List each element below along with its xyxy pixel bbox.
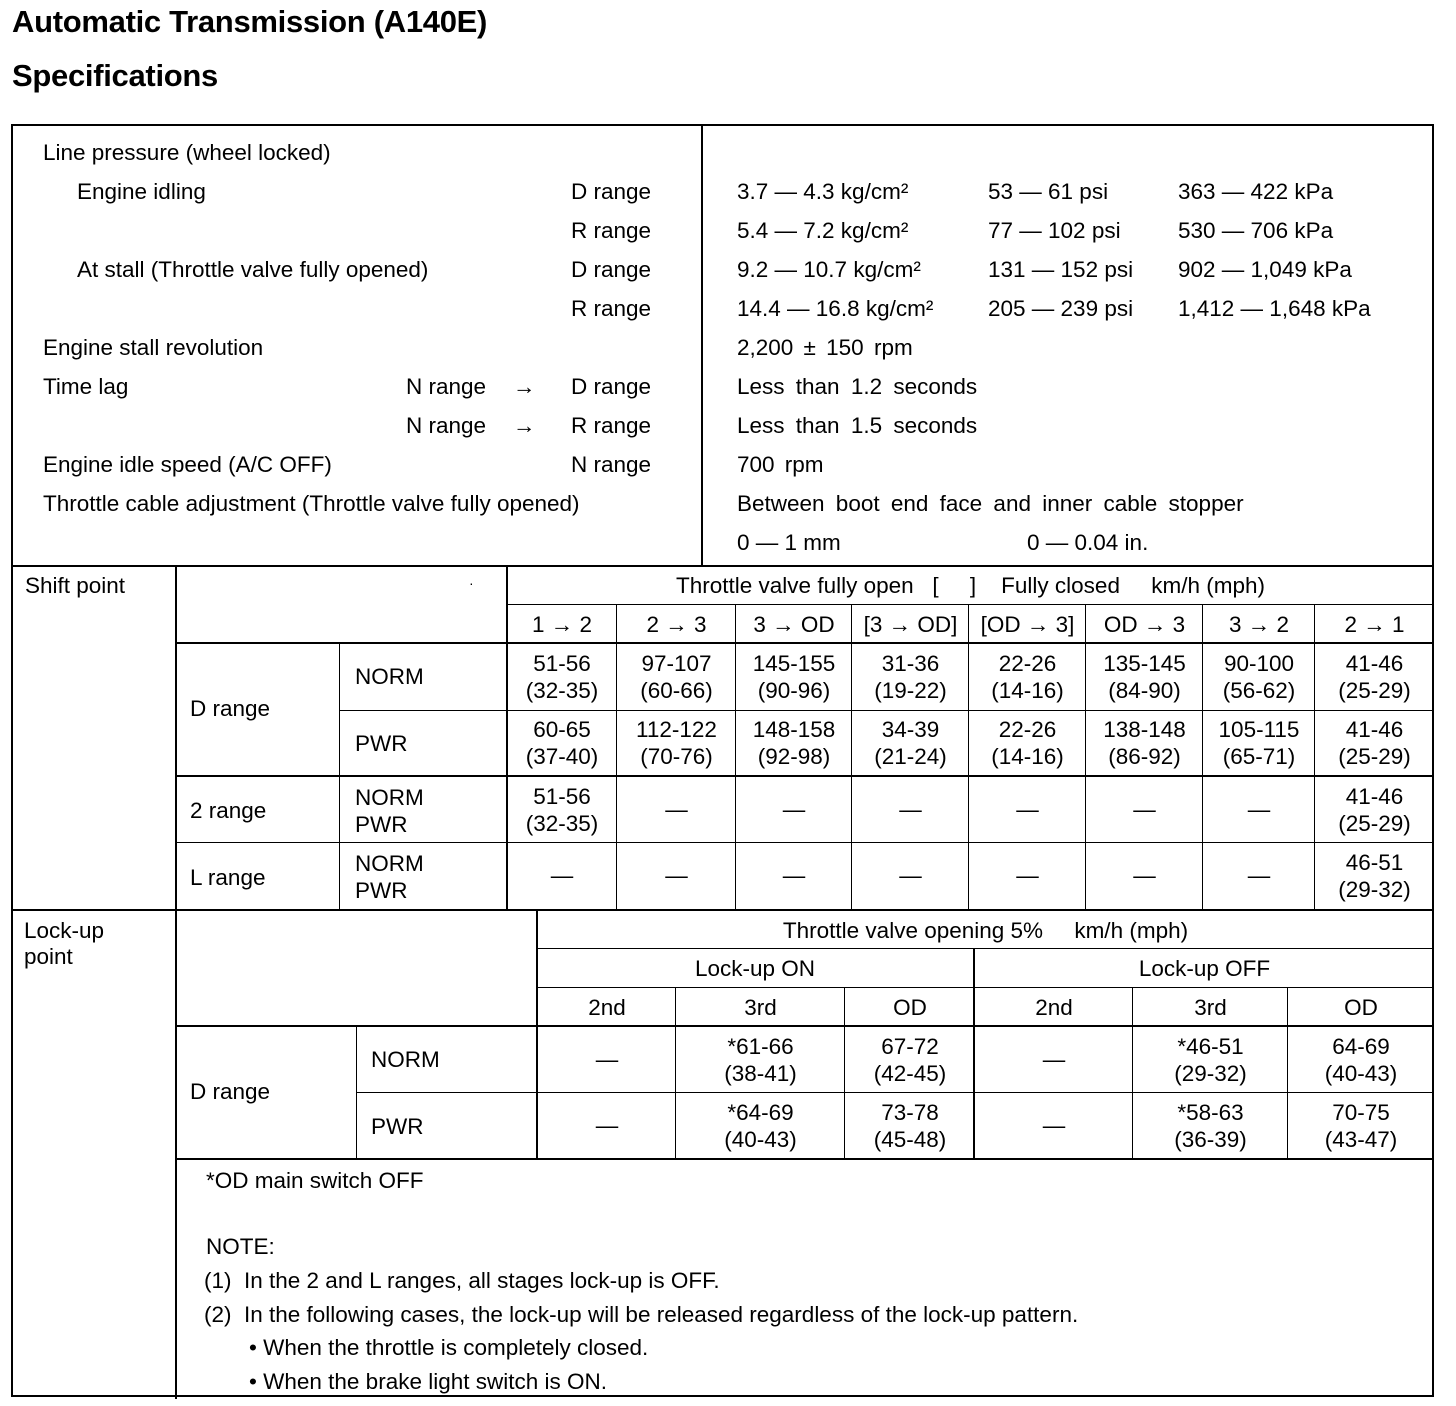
rule-specs-bottom [13, 565, 1434, 567]
shift-cell-two: 41-46 (25-29) [1338, 784, 1411, 836]
note-1: (1) In the 2 and L ranges, all stages lock-up is OFF. [204, 1268, 720, 1293]
lockup-d-range-label: D range [190, 1079, 271, 1104]
shift-cell-d-norm: 41-46 (25-29) [1338, 651, 1411, 703]
shift-cell-d-pwr: 105-115 (65-71) [1218, 717, 1300, 769]
lockup-norm-label: NORM [371, 1047, 440, 1072]
idle-speed-n-range: N range [571, 452, 652, 477]
shift-cell-d-norm: 22-26 (14-16) [991, 651, 1064, 703]
shift-cell-l: — [1247, 863, 1271, 888]
shift-l-range-label: L range [190, 865, 266, 890]
lockup-cell-pwr: 70-75 (43-47) [1324, 1100, 1398, 1152]
idle-r-kg: 5.4 — 7.2 kg/cm² [737, 218, 909, 243]
lockup-off-header: Lock-up OFF [1138, 956, 1271, 981]
rule-lockup-header [537, 948, 1434, 949]
shift-cell-d-norm: 90-100 (56-62) [1222, 651, 1296, 703]
shift-cell-d-pwr: 34-39 (21-24) [874, 717, 947, 769]
time-lag-nd-value: Less than 1.2 seconds [737, 374, 978, 399]
lockup-header: Throttle valve opening 5% km/h (mph) [782, 918, 1189, 943]
shift-col-header: [OD → 3] [980, 612, 1075, 637]
idle-d-range-label: D range [571, 179, 652, 204]
lockup-col-header: OD [1344, 995, 1378, 1020]
shift-point-label: Shift point [25, 573, 126, 598]
stall-r-kg: 14.4 — 16.8 kg/cm² [737, 296, 934, 321]
page-title: Automatic Transmission (A140E) [12, 4, 488, 39]
time-lag-nr-value: Less than 1.5 seconds [737, 413, 978, 438]
stall-r-range-label: R range [571, 296, 652, 321]
idle-d-kpa: 363 — 422 kPa [1178, 179, 1334, 204]
shift-2-normpwr-label: NORM PWR [355, 785, 424, 837]
at-stall-label: At stall (Throttle valve fully opened) [77, 257, 429, 282]
shift-header: Throttle valve fully open [ ] Fully closed km/h (mph) [676, 573, 1265, 598]
lockup-on-header: Lock-up ON [694, 956, 816, 981]
shift-cell-two: — [782, 797, 806, 822]
footnote: *OD main switch OFF [206, 1168, 424, 1193]
rule-shift-range-col [339, 643, 340, 909]
time-lag-label: Time lag [43, 374, 129, 399]
rule-shift-2range [175, 842, 1434, 843]
lockup-col-header: 3rd [744, 995, 777, 1020]
shift-d-norm-label: NORM [355, 664, 424, 689]
note-bullet-1: • When the throttle is completely closed. [249, 1335, 649, 1360]
shift-cell-l: 46-51 (29-32) [1338, 850, 1411, 902]
lockup-cell-norm: 67-72 (42-45) [873, 1034, 947, 1086]
shift-header-dot: · [469, 575, 474, 591]
line-pressure-label: Line pressure (wheel locked) [43, 140, 331, 165]
shift-col-header: 3 → 2 [1228, 612, 1290, 637]
shift-cell-d-pwr: 41-46 (25-29) [1338, 717, 1411, 769]
shift-cell-d-pwr: 112-122 (70-76) [636, 717, 717, 769]
cable-mm-value: 0 — 1 mm [737, 530, 841, 555]
shift-cell-l: — [1016, 863, 1039, 888]
stall-rev-label: Engine stall revolution [43, 335, 264, 360]
lockup-col-header: 2nd [588, 995, 626, 1020]
stall-d-range-label: D range [571, 257, 652, 282]
shift-cell-l: — [665, 863, 688, 888]
lockup-cell-norm: — [595, 1047, 619, 1072]
stall-d-kg: 9.2 — 10.7 kg/cm² [737, 257, 921, 282]
shift-col-header: 3 → OD [753, 612, 835, 637]
shift-l-normpwr-label: NORM PWR [355, 851, 424, 903]
rule-lockup-norm [356, 1092, 1434, 1093]
stall-rev-value: 2,200 ± 150 rpm [737, 335, 913, 360]
lockup-point-label: Lock-up point [24, 918, 105, 969]
page-subtitle: Specifications [12, 58, 218, 93]
shift-cell-two: — [665, 797, 688, 822]
lockup-cell-pwr: 73-78 (45-48) [873, 1100, 947, 1152]
shift-cell-l: — [782, 863, 806, 888]
shift-cell-d-norm: 135-145 (84-90) [1103, 651, 1186, 703]
rule-shift-bottom [13, 909, 1434, 911]
lockup-cell-norm: 64-69 (40-43) [1324, 1034, 1398, 1086]
time-lag-d-range: D range [571, 374, 652, 399]
shift-d-pwr-label: PWR [355, 731, 408, 756]
idle-r-kpa: 530 — 706 kPa [1178, 218, 1334, 243]
shift-cell-d-pwr: 22-26 (14-16) [991, 717, 1064, 769]
shift-cell-two: — [899, 797, 922, 822]
shift-col-header: 2 → 3 [646, 612, 707, 637]
shift-cell-d-norm: 97-107 (60-66) [640, 651, 713, 703]
rule-lockup-bottom [175, 1158, 1434, 1160]
shift-cell-d-pwr: 138-148 (86-92) [1103, 717, 1186, 769]
shift-col-header: 1 → 2 [531, 612, 593, 637]
lockup-cell-norm: *46-51 (29-32) [1174, 1034, 1247, 1086]
shift-cell-l: — [899, 863, 922, 888]
lockup-col-header: 3rd [1194, 995, 1227, 1020]
shift-cell-d-norm: 145-155 (90-96) [752, 651, 836, 703]
shift-col-header: [3 → OD] [863, 612, 958, 637]
shift-d-range-label: D range [190, 696, 271, 721]
rule-shift-drange [175, 775, 1434, 777]
rule-shift-columns [175, 642, 1434, 644]
idle-r-psi: 77 — 102 psi [988, 218, 1121, 243]
idle-d-psi: 53 — 61 psi [988, 179, 1109, 204]
engine-idling-label: Engine idling [77, 179, 206, 204]
shift-cell-d-norm: 31-36 (19-22) [874, 651, 947, 703]
spec-table [11, 124, 1434, 1397]
time-lag-arrow1: → [513, 374, 536, 399]
shift-cell-two: — [1133, 797, 1156, 822]
shift-cell-two: — [1247, 797, 1271, 822]
rule-shift-dnorm [339, 710, 1434, 711]
stall-r-kpa: 1,412 — 1,648 kPa [1178, 296, 1371, 321]
lockup-cell-norm: — [1042, 1047, 1066, 1072]
rule-shift-header [507, 604, 1434, 605]
rule-lockup-onoff [537, 987, 1434, 988]
rule-label-column [175, 565, 177, 1399]
lockup-cell-pwr: *64-69 (40-43) [724, 1100, 797, 1152]
shift-cell-two: 51-56 (32-35) [525, 784, 599, 836]
time-lag-n2: N range [406, 413, 487, 438]
stall-r-psi: 205 — 239 psi [988, 296, 1134, 321]
lockup-col-header: 2nd [1035, 995, 1073, 1020]
cable-value: Between boot end face and inner cable stopper [737, 491, 1244, 516]
shift-col-header: 2 → 1 [1344, 612, 1405, 637]
note-title: NOTE: [206, 1234, 275, 1259]
shift-cell-l: — [550, 863, 574, 888]
idle-speed-value: 700 rpm [737, 452, 824, 477]
rule-lockup-columns [175, 1025, 1434, 1027]
time-lag-r-range: R range [571, 413, 652, 438]
lockup-cell-pwr: — [1042, 1113, 1066, 1138]
shift-2-range-label: 2 range [190, 798, 267, 823]
shift-cell-d-norm: 51-56 (32-35) [525, 651, 599, 703]
lockup-cell-pwr: *58-63 (36-39) [1174, 1100, 1247, 1152]
rule-lockup-range-col [356, 1026, 357, 1159]
lockup-col-header: OD [893, 995, 927, 1020]
time-lag-n1: N range [406, 374, 487, 399]
lockup-pwr-label: PWR [371, 1114, 424, 1139]
stall-d-psi: 131 — 152 psi [988, 257, 1134, 282]
rule-specs-divider [701, 126, 703, 565]
note-bullet-2: • When the brake light switch is ON. [249, 1369, 608, 1394]
note-2: (2) In the following cases, the lock-up will be released regardless of the lock-up pattern. [204, 1302, 1079, 1327]
idle-speed-label: Engine idle speed (A/C OFF) [43, 452, 332, 477]
shift-cell-two: — [1016, 797, 1039, 822]
lockup-cell-pwr: — [595, 1113, 619, 1138]
shift-cell-l: — [1133, 863, 1156, 888]
idle-r-range-label: R range [571, 218, 652, 243]
time-lag-arrow2: → [513, 413, 536, 438]
idle-d-kg: 3.7 — 4.3 kg/cm² [737, 179, 909, 204]
shift-cell-d-pwr: 148-158 (92-98) [752, 717, 836, 769]
cable-in-value: 0 — 0.04 in. [1027, 530, 1149, 555]
stall-d-kpa: 902 — 1,049 kPa [1178, 257, 1352, 282]
shift-cell-d-pwr: 60-65 (37-40) [525, 717, 599, 769]
shift-col-header: OD → 3 [1103, 612, 1186, 637]
lockup-cell-norm: *61-66 (38-41) [724, 1034, 797, 1086]
cable-label: Throttle cable adjustment (Throttle valve fully opened) [43, 491, 580, 516]
